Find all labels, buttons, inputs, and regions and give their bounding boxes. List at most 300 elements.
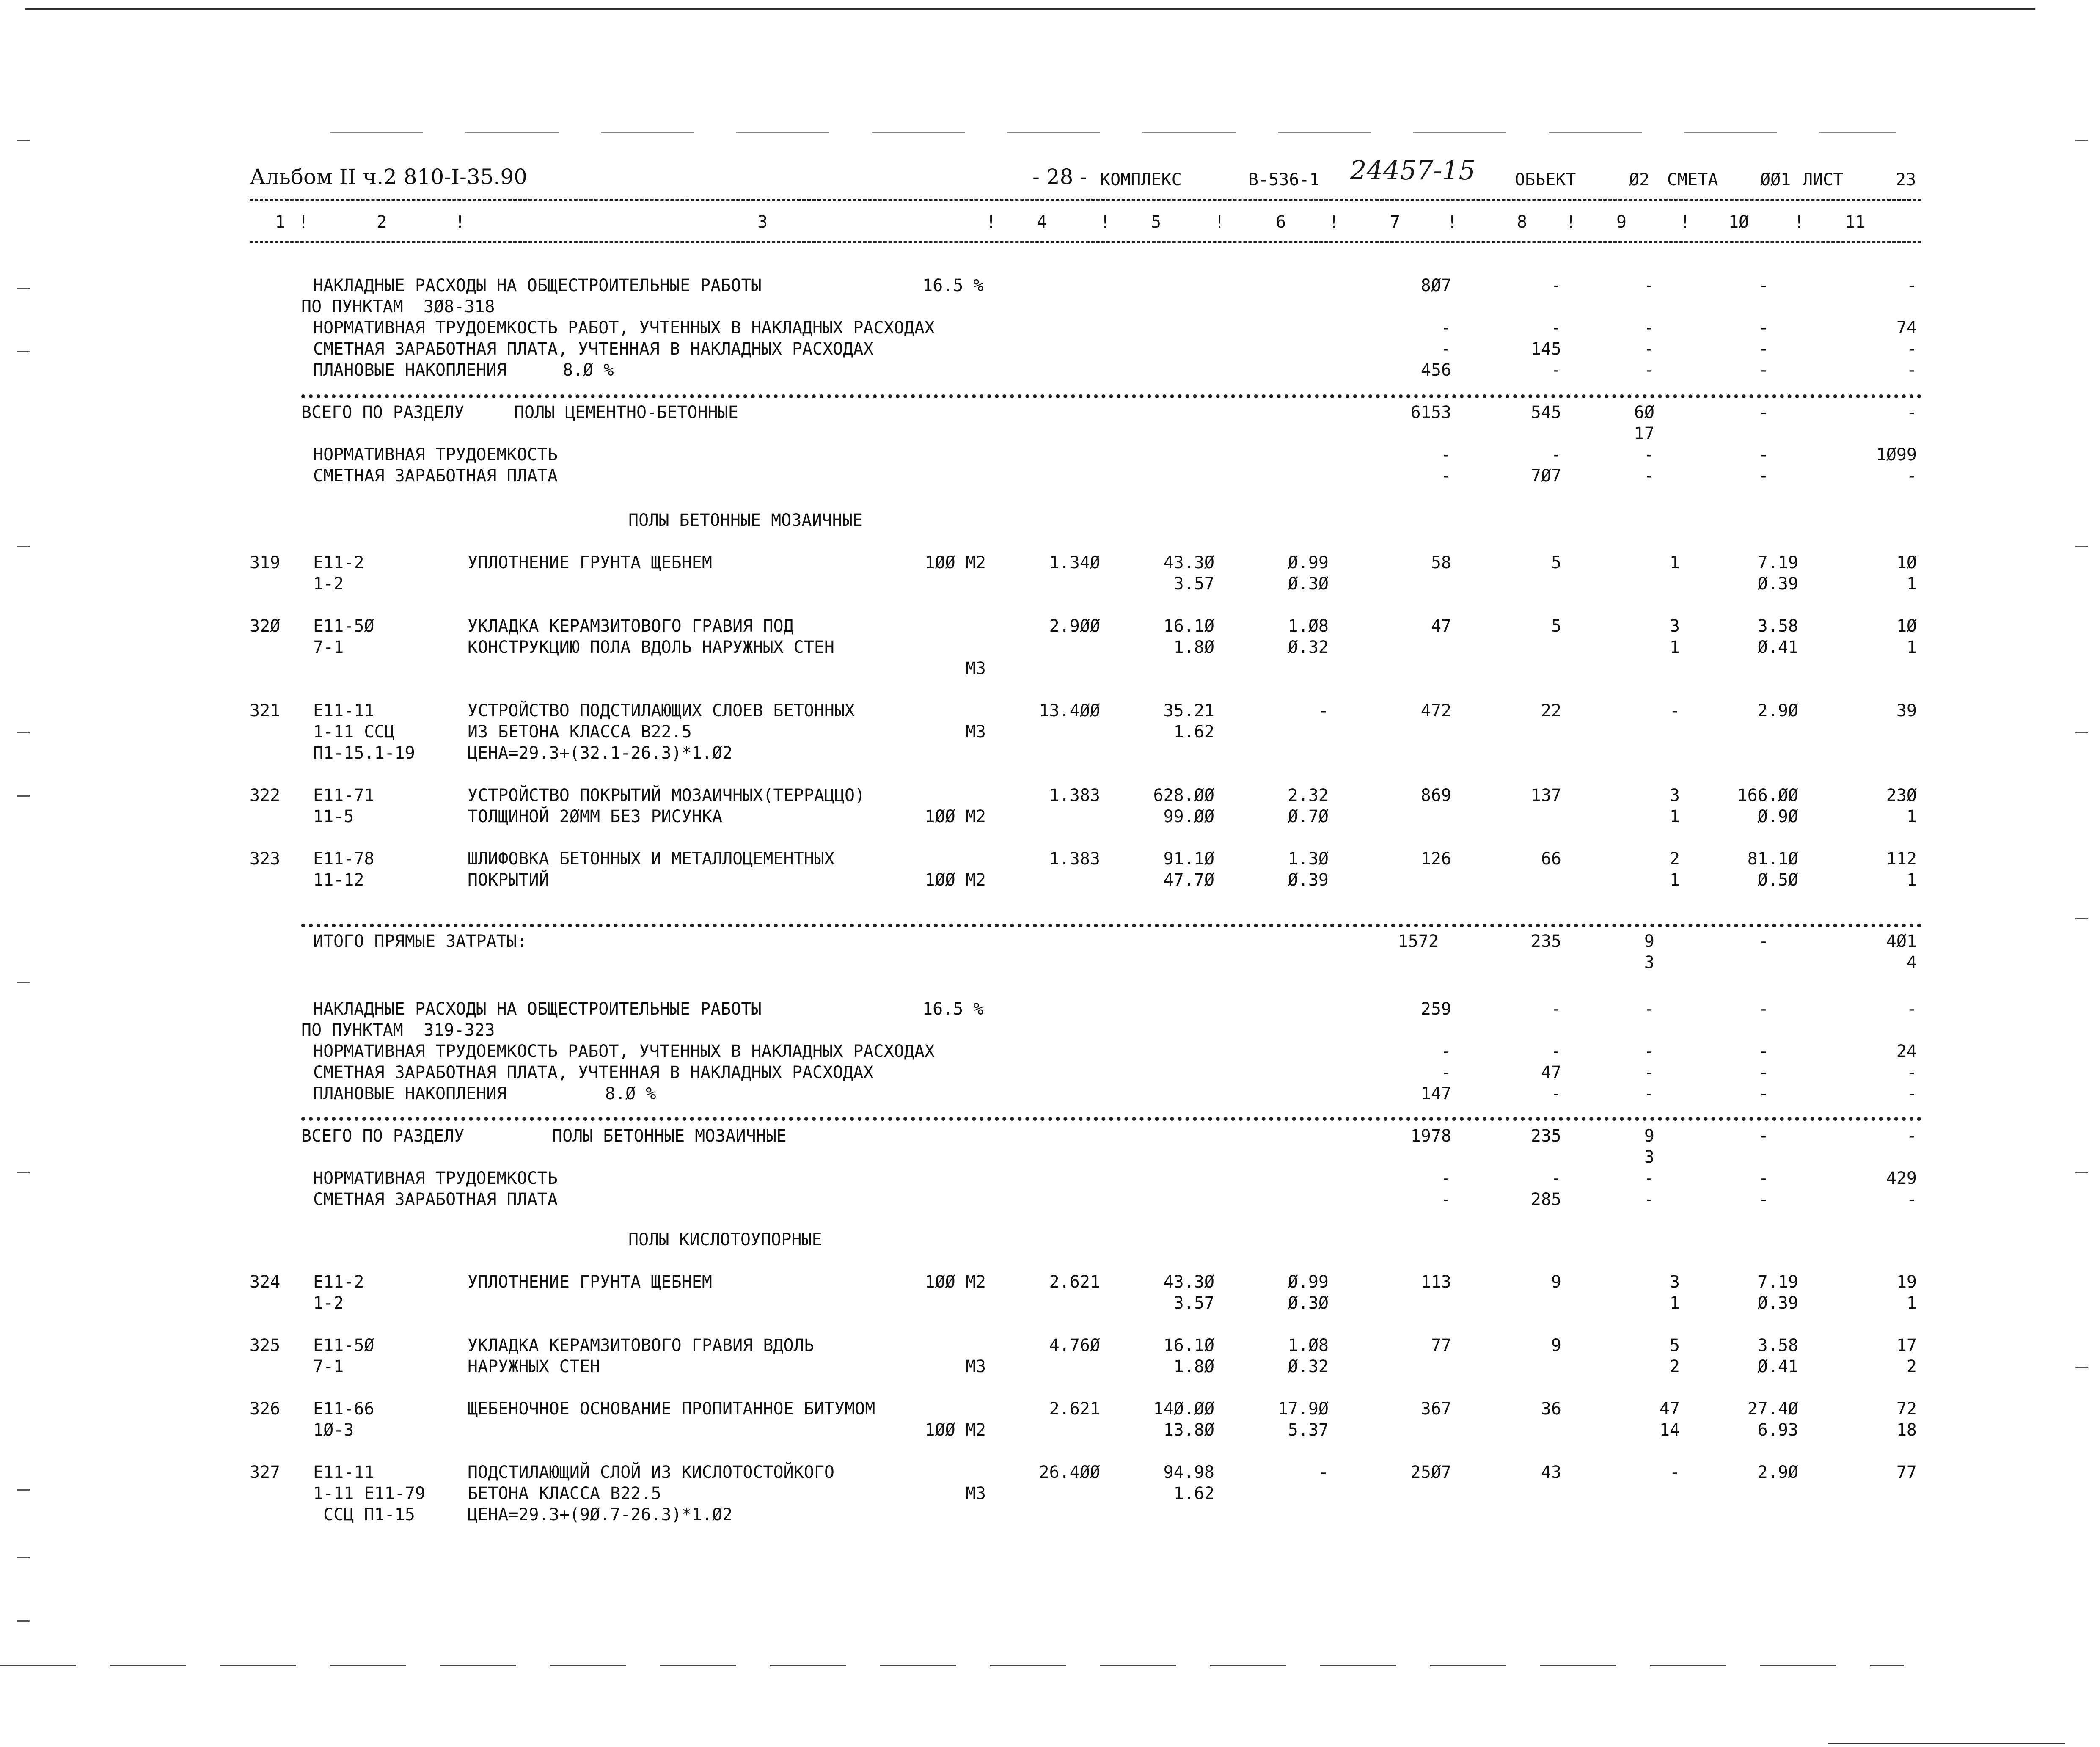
- row-number: 324: [250, 1272, 281, 1292]
- cell-c6: -: [1318, 701, 1329, 721]
- norm-code: Е11-5Ø: [313, 1336, 374, 1355]
- plan-savings-percent: 8.Ø %: [563, 360, 614, 380]
- cell-c10: -: [1758, 403, 1769, 422]
- norm-code-line2: 7-1: [313, 638, 344, 657]
- cell-c8: 66: [1541, 849, 1561, 869]
- norm-code: Е11-2: [313, 1272, 364, 1292]
- col-num-5: 5: [1151, 212, 1161, 232]
- section-total-label: ВСЕГО ПО РАЗДЕЛУ: [301, 1126, 465, 1146]
- cell-c10: -: [1758, 445, 1769, 465]
- unit-of-measure: 1ØØ М2: [925, 553, 986, 572]
- plan-savings-label: ПЛАНОВЫЕ НАКОПЛЕНИЯ: [313, 360, 507, 380]
- cell-c11: 1Ø: [1896, 616, 1917, 636]
- cell-c7: 126: [1420, 849, 1451, 869]
- norm-code: Е11-78: [313, 849, 374, 869]
- labor-norm-overhead-label: НОРМАТИВНАЯ ТРУДОЕМКОСТЬ РАБОТ, УЧТЕННЫХ В НАКЛАДНЫХ РАСХОДАХ: [313, 318, 935, 338]
- cell-c9: -: [1644, 1169, 1654, 1188]
- col-separator: !: [1566, 212, 1576, 232]
- cell-c6-second: 5.37: [1288, 1420, 1329, 1440]
- work-description: УПЛОТНЕНИЕ ГРУНТА ЩЕБНЕМ: [468, 1272, 712, 1292]
- work-description-line2: ИЗ БЕТОНА КЛАССА В22.5: [468, 722, 692, 742]
- cell-c9: -: [1644, 276, 1654, 295]
- cell-c5-second: 99.ØØ: [1163, 807, 1214, 826]
- col-num-8: 8: [1517, 212, 1528, 232]
- cell-c8: -: [1551, 1169, 1561, 1188]
- cell-c7: 6153: [1410, 403, 1451, 422]
- work-description: УСТРОЙСТВО ПОКРЫТИЙ МОЗАИЧНЫХ(ТЕРРАЦЦО): [468, 786, 865, 805]
- overhead-percent: 16.5 %: [922, 999, 984, 1019]
- cell-c8: 9: [1551, 1272, 1561, 1292]
- cell-c7: -: [1441, 339, 1451, 359]
- norm-code-line2: 11-5: [313, 807, 354, 826]
- cell-c5: 91.1Ø: [1163, 849, 1214, 869]
- cell-c4: 1.383: [1049, 849, 1100, 869]
- work-description-line3: ЦЕНА=29.3+(32.1-26.3)*1.Ø2: [468, 743, 733, 763]
- cell-c9: -: [1644, 339, 1654, 359]
- cell-c8: 5: [1551, 553, 1561, 572]
- cell-c5-second: 1.8Ø: [1173, 638, 1214, 657]
- cell-c7: 77: [1431, 1336, 1451, 1355]
- cell-c9: -: [1644, 1190, 1654, 1209]
- cell-c10-second: Ø.39: [1757, 1293, 1798, 1313]
- unit-of-measure: 1ØØ М2: [925, 870, 986, 890]
- row-number: 322: [250, 786, 281, 805]
- cell-c5-second: 47.7Ø: [1163, 870, 1214, 890]
- cell-c6: 2.32: [1288, 786, 1329, 805]
- cell-c9: -: [1644, 1084, 1654, 1103]
- work-description: ЩЕБЕНОЧНОЕ ОСНОВАНИЕ ПРОПИТАННОЕ БИТУМОМ: [468, 1399, 875, 1419]
- norm-code-line2: 1-11 ССЦ: [313, 722, 395, 742]
- col-num-11: 11: [1845, 212, 1866, 232]
- norm-code-line2: 1Ø-3: [313, 1420, 354, 1440]
- norm-code-line2: 1-2: [313, 1293, 344, 1313]
- cell-c6: Ø.99: [1288, 1272, 1329, 1292]
- cell-c6-second: Ø.39: [1288, 870, 1329, 890]
- norm-code: Е11-2: [313, 553, 364, 572]
- col-separator: !: [1447, 212, 1458, 232]
- cell-c7: -: [1441, 1169, 1451, 1188]
- dotted-separator: [301, 394, 1922, 398]
- smeta-label: СМЕТА: [1667, 170, 1718, 190]
- cell-c6: 1.3Ø: [1288, 849, 1329, 869]
- cell-c8: 545: [1530, 403, 1561, 422]
- cell-c8: 47: [1541, 1063, 1561, 1082]
- scan-edge-top: [25, 8, 2035, 10]
- cell-c11: -: [1906, 276, 1917, 295]
- cell-c7: 259: [1420, 999, 1451, 1019]
- cell-c9: 9: [1644, 932, 1654, 951]
- cell-c11-second: 1: [1906, 574, 1917, 594]
- cell-c11: -: [1906, 339, 1917, 359]
- cell-c11: 19: [1896, 1272, 1917, 1292]
- header-rule-top: [250, 199, 1921, 201]
- cell-c4: 2.621: [1049, 1272, 1100, 1292]
- col-separator: !: [1329, 212, 1339, 232]
- wage-overhead-label: СМЕТНАЯ ЗАРАБОТНАЯ ПЛАТА, УЧТЕННАЯ В НАКЛАДНЫХ РАСХОДАХ: [313, 339, 874, 359]
- cell-c8: 22: [1541, 701, 1561, 721]
- cell-c10-second: Ø.9Ø: [1757, 807, 1798, 826]
- unit-of-measure: М3: [965, 659, 986, 678]
- cell-c11: 1Ø: [1896, 553, 1917, 572]
- col-separator: !: [455, 212, 465, 232]
- cell-c11: 17: [1896, 1336, 1917, 1355]
- wage-overhead-label: СМЕТНАЯ ЗАРАБОТНАЯ ПЛАТА, УЧТЕННАЯ В НАКЛАДНЫХ РАСХОДАХ: [313, 1063, 874, 1082]
- cell-c7: 47: [1431, 616, 1451, 636]
- cell-c11: 429: [1886, 1169, 1917, 1188]
- cell-c8: -: [1551, 1084, 1561, 1103]
- cell-c11: -: [1906, 403, 1917, 422]
- cell-c9: -: [1669, 701, 1680, 721]
- unit-of-measure: 1ØØ М2: [925, 1272, 986, 1292]
- cell-c11: 77: [1896, 1463, 1917, 1482]
- cell-c6-second: Ø.7Ø: [1288, 807, 1329, 826]
- section-total-name: ПОЛЫ ЦЕМЕНТНО-БЕТОННЫЕ: [514, 403, 738, 422]
- cell-c10-second: Ø.41: [1757, 638, 1798, 657]
- cell-c5: 43.3Ø: [1163, 1272, 1214, 1292]
- cell-c9-second: 1: [1669, 638, 1680, 657]
- cell-c11-second: 2: [1906, 1357, 1917, 1376]
- col-separator: !: [1680, 212, 1690, 232]
- norm-code-line2: 7-1: [313, 1357, 344, 1376]
- cell-c11: 112: [1886, 849, 1917, 869]
- cell-c8: -: [1551, 276, 1561, 295]
- work-description-line2: КОНСТРУКЦИЮ ПОЛА ВДОЛЬ НАРУЖНЫХ СТЕН: [468, 638, 834, 657]
- direct-costs-label: ИТОГО ПРЯМЫЕ ЗАТРАТЫ:: [313, 932, 527, 951]
- cell-c10: 7.19: [1757, 1272, 1798, 1292]
- cell-c10: -: [1758, 999, 1769, 1019]
- cell-c7: -: [1441, 1042, 1451, 1061]
- cell-c11: 24: [1896, 1042, 1917, 1061]
- cell-c7: 1572: [1398, 932, 1439, 951]
- cell-c5: 16.1Ø: [1163, 1336, 1214, 1355]
- cell-c7: 8Ø7: [1420, 276, 1451, 295]
- cell-c4: 1.34Ø: [1049, 553, 1100, 572]
- cell-c8: 43: [1541, 1463, 1561, 1482]
- work-description-line2: ТОЛЩИНОЙ 2ØММ БЕЗ РИСУНКА: [468, 807, 723, 826]
- norm-code-line2: 1-2: [313, 574, 344, 594]
- col-num-9: 9: [1616, 212, 1627, 232]
- cell-c4: 26.4ØØ: [1039, 1463, 1100, 1482]
- cell-c11: -: [1906, 1190, 1917, 1209]
- cell-c9: -: [1644, 445, 1654, 465]
- col-num-3: 3: [757, 212, 768, 232]
- cell-c10: 81.1Ø: [1747, 849, 1798, 869]
- cell-c9-second: 2: [1669, 1357, 1680, 1376]
- section-title: ПОЛЫ БЕТОННЫЕ МОЗАИЧНЫЕ: [628, 511, 863, 530]
- cell-c8: -: [1551, 999, 1561, 1019]
- scan-edge-bottom-right: [1828, 1743, 2065, 1744]
- cell-c4: 1.383: [1049, 786, 1100, 805]
- cell-c10: -: [1758, 932, 1769, 951]
- cell-c9: 3: [1669, 786, 1680, 805]
- work-description: ПОДСТИЛАЮЩИЙ СЛОЙ ИЗ КИСЛОТОСТОЙКОГО: [468, 1463, 834, 1482]
- labor-norm-overhead-label: НОРМАТИВНАЯ ТРУДОЕМКОСТЬ РАБОТ, УЧТЕННЫХ В НАКЛАДНЫХ РАСХОДАХ: [313, 1042, 935, 1061]
- cell-c9: -: [1644, 318, 1654, 338]
- complex-label: КОМПЛЕКС: [1100, 170, 1182, 190]
- cell-c7: 456: [1420, 360, 1451, 380]
- cell-c7: 147: [1420, 1084, 1451, 1103]
- col-separator: !: [1794, 212, 1805, 232]
- cell-c8: 145: [1530, 339, 1561, 359]
- cell-c5: 35.21: [1163, 701, 1214, 721]
- cell-c5: 16.1Ø: [1163, 616, 1214, 636]
- cell-c10-second: Ø.5Ø: [1757, 870, 1798, 890]
- cell-c4: 4.76Ø: [1049, 1336, 1100, 1355]
- cell-c10: -: [1758, 1190, 1769, 1209]
- work-description-line2: НАРУЖНЫХ СТЕН: [468, 1357, 600, 1376]
- row-number: 325: [250, 1336, 281, 1355]
- smeta-number: ØØ1: [1760, 170, 1791, 190]
- cell-c11: -: [1906, 999, 1917, 1019]
- work-description: УСТРОЙСТВО ПОДСТИЛАЮЩИХ СЛОЕВ БЕТОННЫХ: [468, 701, 855, 721]
- cell-c5: 43.3Ø: [1163, 553, 1214, 572]
- cell-c9: 5: [1669, 1336, 1680, 1355]
- plan-savings-label: ПЛАНОВЫЕ НАКОПЛЕНИЯ: [313, 1084, 507, 1103]
- cell-c4: 2.9ØØ: [1049, 616, 1100, 636]
- cell-c9: -: [1669, 1463, 1680, 1482]
- wage-label: СМЕТНАЯ ЗАРАБОТНАЯ ПЛАТА: [313, 1190, 558, 1209]
- cell-c8: 9: [1551, 1336, 1561, 1355]
- list-label: ЛИСТ: [1803, 170, 1844, 190]
- cell-c6-second: Ø.3Ø: [1288, 1293, 1329, 1313]
- cell-c9: 47: [1659, 1399, 1680, 1419]
- cell-c10: -: [1758, 360, 1769, 380]
- handwritten-number: 24457-15: [1350, 155, 1476, 186]
- cell-c9-second: 14: [1659, 1420, 1680, 1440]
- norm-code-line2: 1-11 Е11-79: [313, 1484, 425, 1503]
- cell-c7: 367: [1420, 1399, 1451, 1419]
- norm-code: Е11-66: [313, 1399, 374, 1419]
- labor-norm-label: НОРМАТИВНАЯ ТРУДОЕМКОСТЬ: [313, 445, 558, 465]
- cell-c9-second: 1: [1669, 870, 1680, 890]
- row-number: 327: [250, 1463, 281, 1482]
- section-total-label: ВСЕГО ПО РАЗДЕЛУ: [301, 403, 465, 422]
- list-number: 23: [1896, 170, 1916, 190]
- cell-c9-second: 3: [1644, 953, 1654, 972]
- work-description: УПЛОТНЕНИЕ ГРУНТА ЩЕБНЕМ: [468, 553, 712, 572]
- norm-code-line3: ССЦ П1-15: [313, 1505, 415, 1524]
- cell-c5-second: 3.57: [1173, 1293, 1214, 1313]
- cell-c4: 2.621: [1049, 1399, 1100, 1419]
- cell-c6: 17.9Ø: [1277, 1399, 1329, 1419]
- cell-c8: -: [1551, 360, 1561, 380]
- cell-c9: 2: [1669, 849, 1680, 869]
- scan-edge-bottom: [0, 1665, 1904, 1666]
- cell-c10: 2.9Ø: [1757, 701, 1798, 721]
- cell-c9-second: 3: [1644, 1147, 1654, 1167]
- unit-of-measure: М3: [965, 1484, 986, 1503]
- work-description-line2: БЕТОНА КЛАССА В22.5: [468, 1484, 661, 1503]
- col-separator: !: [1214, 212, 1225, 232]
- object-label: ОБЬЕКТ: [1515, 170, 1576, 190]
- cell-c5: 14Ø.ØØ: [1153, 1399, 1214, 1419]
- cell-c11: 1Ø99: [1876, 445, 1917, 465]
- cell-c11: 4Ø1: [1886, 932, 1917, 951]
- cell-c10: -: [1758, 1126, 1769, 1146]
- cell-c11: 72: [1896, 1399, 1917, 1419]
- cell-c6: Ø.99: [1288, 553, 1329, 572]
- cell-c10: -: [1758, 1063, 1769, 1082]
- cell-c5-second: 1.62: [1173, 1484, 1214, 1503]
- cell-c11-second: 4: [1906, 953, 1917, 972]
- cell-c11-second: 1: [1906, 638, 1917, 657]
- cell-c10: 7.19: [1757, 553, 1798, 572]
- work-description: ШЛИФОВКА БЕТОННЫХ И МЕТАЛЛОЦЕМЕНТНЫХ: [468, 849, 834, 869]
- cell-c10: -: [1758, 339, 1769, 359]
- cell-c9: 1: [1669, 553, 1680, 572]
- cell-c9: -: [1644, 466, 1654, 486]
- album-title: Альбом II ч.2 810-I-35.90: [250, 165, 528, 189]
- cell-c5-second: 3.57: [1173, 574, 1214, 594]
- col-separator: !: [298, 212, 309, 232]
- cell-c5: 628.ØØ: [1153, 786, 1214, 805]
- cell-c10: 3.58: [1757, 616, 1798, 636]
- cell-c10: 2.9Ø: [1757, 1463, 1798, 1482]
- col-num-6: 6: [1276, 212, 1286, 232]
- complex-code: В-536-1: [1248, 170, 1320, 190]
- section-total-name: ПОЛЫ БЕТОННЫЕ МОЗАИЧНЫЕ: [552, 1126, 787, 1146]
- wage-label: СМЕТНАЯ ЗАРАБОТНАЯ ПЛАТА: [313, 466, 558, 486]
- plan-savings-percent: 8.Ø %: [605, 1084, 656, 1103]
- cell-c7: 25Ø7: [1410, 1463, 1451, 1482]
- unit-of-measure: М3: [965, 1357, 986, 1376]
- cell-c9: -: [1644, 360, 1654, 380]
- cell-c7: -: [1441, 1063, 1451, 1082]
- cell-c10: -: [1758, 1084, 1769, 1103]
- cell-c7: 472: [1420, 701, 1451, 721]
- norm-code-line3: П1-15.1-19: [313, 743, 415, 763]
- cell-c9-second: 1: [1669, 807, 1680, 826]
- cell-c11: -: [1906, 360, 1917, 380]
- cell-c11: -: [1906, 466, 1917, 486]
- cell-c5-second: 1.8Ø: [1173, 1357, 1214, 1376]
- col-num-7: 7: [1390, 212, 1401, 232]
- cell-c9: -: [1644, 1042, 1654, 1061]
- cell-c9-second: 1: [1669, 1293, 1680, 1313]
- scan-header-dashes: [330, 132, 1896, 133]
- cell-c10: 27.4Ø: [1747, 1399, 1798, 1419]
- cell-c10: 166.ØØ: [1737, 786, 1798, 805]
- cell-c8: 36: [1541, 1399, 1561, 1419]
- cell-c9: 6Ø: [1634, 403, 1654, 422]
- cell-c10-second: Ø.39: [1757, 574, 1798, 594]
- cell-c7: 58: [1431, 553, 1451, 572]
- cell-c11: 39: [1896, 701, 1917, 721]
- row-number: 32Ø: [250, 616, 281, 636]
- col-num-1: 1: [275, 212, 286, 232]
- dotted-separator: [301, 1117, 1922, 1121]
- cell-c6: -: [1318, 1463, 1329, 1482]
- cell-c5-second: 1.62: [1173, 722, 1214, 742]
- cell-c8: 5: [1551, 616, 1561, 636]
- cell-c11: 74: [1896, 318, 1917, 338]
- row-number: 319: [250, 553, 281, 572]
- unit-of-measure: М3: [965, 722, 986, 742]
- unit-of-measure: 1ØØ М2: [925, 1420, 986, 1440]
- labor-norm-label: НОРМАТИВНАЯ ТРУДОЕМКОСТЬ: [313, 1169, 558, 1188]
- cell-c5-second: 13.8Ø: [1163, 1420, 1214, 1440]
- cell-c9-second: 17: [1634, 424, 1654, 443]
- cell-c9: 9: [1644, 1126, 1654, 1146]
- row-number: 326: [250, 1399, 281, 1419]
- overhead-items: ПО ПУНКТАМ 3Ø8-318: [301, 297, 495, 316]
- work-description: УКЛАДКА КЕРАМЗИТОВОГО ГРАВИЯ ПОД: [468, 616, 794, 636]
- cell-c11-second: 1: [1906, 870, 1917, 890]
- cell-c10: -: [1758, 276, 1769, 295]
- cell-c7: -: [1441, 1190, 1451, 1209]
- cell-c9: -: [1644, 999, 1654, 1019]
- cell-c6: 1.Ø8: [1288, 1336, 1329, 1355]
- page-number: - 28 -: [1032, 165, 1087, 189]
- col-separator: !: [1100, 212, 1111, 232]
- cell-c8: 235: [1530, 1126, 1561, 1146]
- cell-c8: 7Ø7: [1530, 466, 1561, 486]
- cell-c6-second: Ø.32: [1288, 638, 1329, 657]
- cell-c7: 869: [1420, 786, 1451, 805]
- cell-c11: 23Ø: [1886, 786, 1917, 805]
- norm-code: Е11-5Ø: [313, 616, 374, 636]
- cell-c7: 113: [1420, 1272, 1451, 1292]
- cell-c8: -: [1551, 445, 1561, 465]
- cell-c11-second: 1: [1906, 1293, 1917, 1313]
- cell-c11-second: 18: [1896, 1420, 1917, 1440]
- cell-c10-second: Ø.41: [1757, 1357, 1798, 1376]
- cell-c9: 3: [1669, 1272, 1680, 1292]
- dotted-separator: [301, 924, 1922, 927]
- cell-c11: -: [1906, 1063, 1917, 1082]
- col-num-10: 1Ø: [1728, 212, 1749, 232]
- cell-c6-second: Ø.3Ø: [1288, 574, 1329, 594]
- cell-c6-second: Ø.32: [1288, 1357, 1329, 1376]
- cell-c7: -: [1441, 466, 1451, 486]
- cell-c7: 1978: [1410, 1126, 1451, 1146]
- cell-c7: -: [1441, 318, 1451, 338]
- cell-c8: 137: [1530, 786, 1561, 805]
- overhead-label: НАКЛАДНЫЕ РАСХОДЫ НА ОБЩЕСТРОИТЕЛЬНЫЕ РАБОТЫ: [313, 276, 762, 295]
- unit-of-measure: 1ØØ М2: [925, 807, 986, 826]
- cell-c4: 13.4ØØ: [1039, 701, 1100, 721]
- object-number: Ø2: [1629, 170, 1650, 190]
- norm-code: Е11-71: [313, 786, 374, 805]
- cell-c10-second: 6.93: [1757, 1420, 1798, 1440]
- col-num-4: 4: [1037, 212, 1047, 232]
- cell-c10: -: [1758, 1169, 1769, 1188]
- cell-c9: -: [1644, 1063, 1654, 1082]
- row-number: 323: [250, 849, 281, 869]
- cell-c5: 94.98: [1163, 1463, 1214, 1482]
- work-description-line3: ЦЕНА=29.3+(9Ø.7-26.3)*1.Ø2: [468, 1505, 733, 1524]
- row-number: 321: [250, 701, 281, 721]
- cell-c11-second: 1: [1906, 807, 1917, 826]
- cell-c8: -: [1551, 318, 1561, 338]
- col-num-2: 2: [377, 212, 387, 232]
- col-separator: !: [986, 212, 996, 232]
- overhead-percent: 16.5 %: [922, 276, 984, 295]
- cell-c10: 3.58: [1757, 1336, 1798, 1355]
- cell-c10: -: [1758, 466, 1769, 486]
- section-title: ПОЛЫ КИСЛОТОУПОРНЫЕ: [628, 1230, 822, 1249]
- header-rule-bottom: [250, 241, 1921, 243]
- overhead-label: НАКЛАДНЫЕ РАСХОДЫ НА ОБЩЕСТРОИТЕЛЬНЫЕ РАБОТЫ: [313, 999, 762, 1019]
- cell-c8: 235: [1530, 932, 1561, 951]
- cell-c10: -: [1758, 1042, 1769, 1061]
- cell-c7: -: [1441, 445, 1451, 465]
- cell-c8: 285: [1530, 1190, 1561, 1209]
- cell-c8: -: [1551, 1042, 1561, 1061]
- cell-c9: 3: [1669, 616, 1680, 636]
- work-description: УКЛАДКА КЕРАМЗИТОВОГО ГРАВИЯ ВДОЛЬ: [468, 1336, 814, 1355]
- work-description-line2: ПОКРЫТИЙ: [468, 870, 549, 890]
